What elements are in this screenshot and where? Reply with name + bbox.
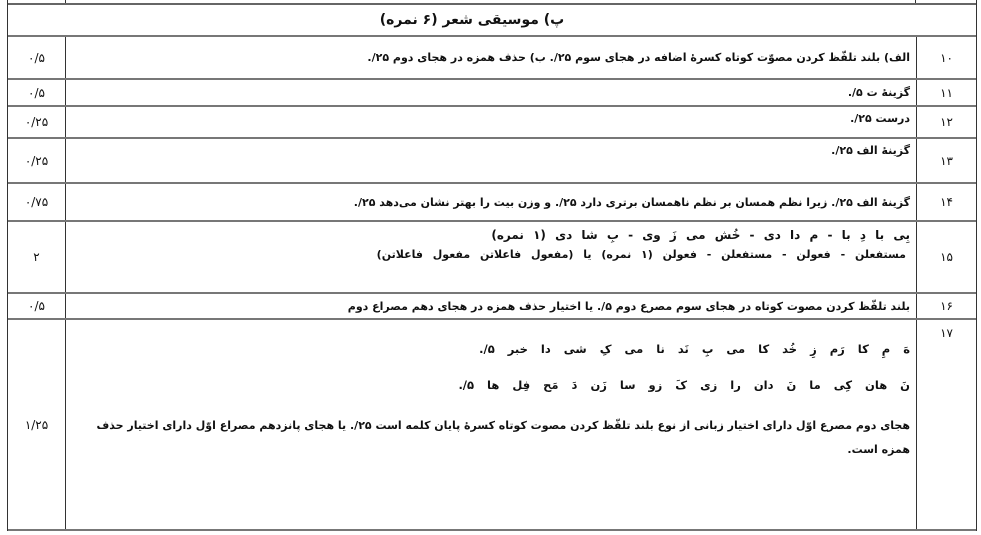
previous-row-edge — [8, 0, 976, 5]
score: ۰/۷۵ — [24, 195, 49, 209]
table-row — [8, 80, 976, 107]
question-number: ۱۱ — [916, 80, 976, 105]
table-row — [8, 107, 976, 139]
score: ۱/۲۵ — [24, 417, 49, 432]
table-row — [8, 184, 976, 222]
answer-text: گزینهٔ الف ۲۵/. زیرا نظم همسان بر نظم ناهمسان برتری دارد ۲۵/. و وزن بیت را بهتر نشان می‌دهد ۲۵/. — [65, 184, 916, 220]
question-number: ۱۲ — [916, 107, 976, 137]
score: ۰/۵ — [28, 85, 45, 100]
score: ۰/۲۵ — [24, 153, 49, 168]
table-row — [8, 294, 976, 320]
answer-content — [65, 320, 916, 529]
explanation-text: هجای دوم مصرع اوّل دارای اختیار زبانی از نوع بلند تلفّظ کردن مصوت کوتاه کسرهٔ پایان کلمه است ۲۵/. یا هجای پانزدهم مصراع اوّل دارای اختیار حذف همزه است. — [96, 419, 910, 456]
answer-key-table — [7, 0, 977, 531]
section-header — [8, 5, 976, 37]
question-number: ۱۳ — [916, 139, 976, 182]
question-number: ۱۴ — [916, 184, 976, 220]
table-row — [8, 222, 976, 294]
answer-text: گزینهٔ ت ۵/. — [65, 80, 916, 105]
meter-line: مستفعلن - فعولن - مستفعلن - فعولن (۱ نمره) یا (مفعول فاعلاتن مفعول فاعلاتن) — [376, 248, 906, 261]
answer-text: بلند تلفّظ کردن مصوت کوتاه در هجای سوم مصرع دوم ۵/. یا اختیار حذف همزه در هجای دهم مصراع دوم — [65, 294, 916, 318]
syllable-line: هَ مِ کا رَم زِ خُد کا می بِ نَد نا می کِ شی دا خبر ۵/. — [479, 342, 910, 356]
answer-text: گزینهٔ الف ۲۵/. — [65, 139, 916, 182]
section-title: پ) موسیقی شعر (۶ نمره) — [379, 12, 565, 28]
syllable-line: بِی با دِ با - م دا دی - خُش می زَ وی - بِ شا دی (۱ نمره) — [491, 228, 910, 242]
score: ۰/۲۵ — [24, 115, 49, 129]
answer-content — [65, 222, 916, 292]
score: ۰/۵ — [28, 299, 45, 313]
question-number: ۱۶ — [916, 294, 976, 318]
table-row — [8, 139, 976, 184]
answer-text: درست ۲۵/. — [65, 107, 916, 137]
table-row — [8, 37, 976, 80]
question-number: ۱۰ — [916, 37, 976, 78]
question-number: ۱۷ — [916, 320, 976, 529]
syllable-line: نَ هان کِی ما نَ دان را زی کَ زو سا زَن دَ مَح فِل ها ۵/. — [458, 378, 910, 392]
answer-text: الف) بلند تلفّظ کردن مصوّت کوتاه کسرهٔ اضافه در هجای سوم ۲۵/. ب) حذف همزه در هجای دوم ۲۵/. — [65, 37, 916, 78]
question-number: ۱۵ — [916, 222, 976, 292]
score: ۰/۵ — [28, 50, 45, 65]
table-row — [8, 320, 976, 531]
score: ۲ — [33, 250, 40, 264]
